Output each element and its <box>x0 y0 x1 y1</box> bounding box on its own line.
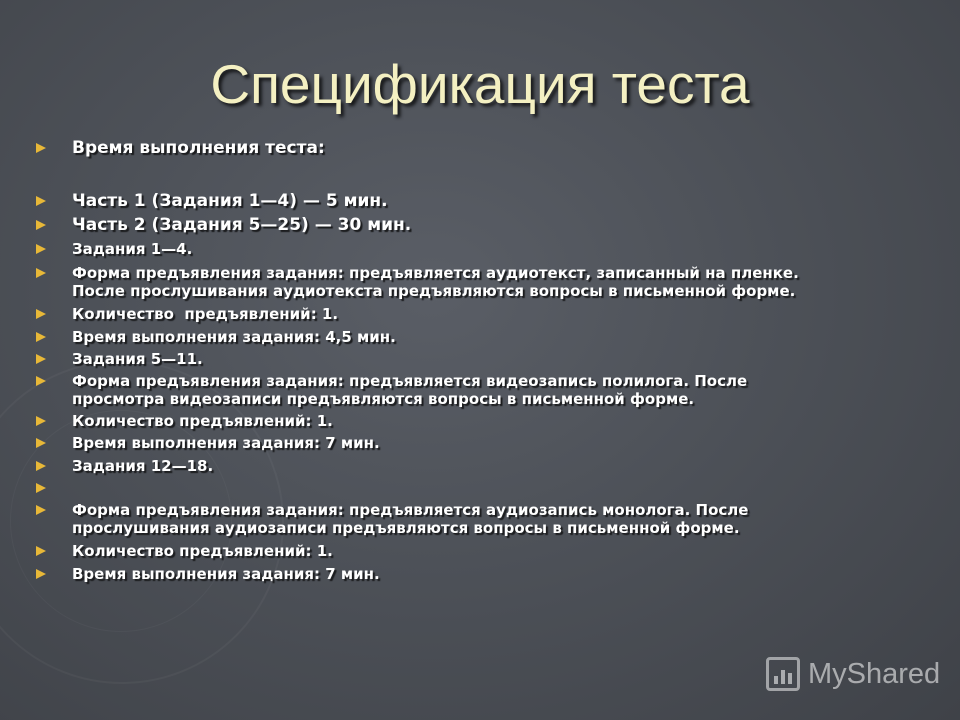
arrow-bullet-icon <box>36 505 46 515</box>
list-item-text: Форма предъявления задания: предъявляется аудиотекст, записанный на пленке. <box>72 264 799 282</box>
arrow-bullet-icon <box>36 354 46 364</box>
slide-title: Спецификация теста <box>210 53 750 115</box>
list-item-text-line2: просмотра видеозаписи предъявляются вопросы в письменной форме. <box>72 390 695 408</box>
arrow-bullet-icon <box>36 244 46 254</box>
list-item-text: Задания 5—11. <box>72 350 203 368</box>
arrow-bullet-icon <box>36 546 46 556</box>
list-item-text: Время выполнения задания: 4,5 мин. <box>72 328 396 346</box>
arrow-bullet-icon <box>36 569 46 579</box>
chart-logo-icon <box>766 657 800 691</box>
arrow-bullet-icon <box>36 196 46 206</box>
list-item-text: Время выполнения задания: 7 мин. <box>72 434 380 452</box>
arrow-bullet-icon <box>36 220 46 230</box>
list-item-text: Количество предъявлений: 1. <box>72 412 333 430</box>
arrow-bullet-icon <box>36 483 46 493</box>
arrow-bullet-icon <box>36 309 46 319</box>
watermark-text: MyShared <box>808 657 941 690</box>
arrow-bullet-icon <box>36 416 46 426</box>
arrow-bullet-icon <box>36 461 46 471</box>
list-item-text: Задания 1—4. <box>72 240 193 258</box>
arrow-bullet-icon <box>36 143 46 153</box>
arrow-bullet-icon <box>36 268 46 278</box>
list-item-text: Время выполнения теста: <box>72 138 325 158</box>
list-item-text: Форма предъявления задания: предъявляется видеозапись полилога. После <box>72 372 748 390</box>
arrow-bullet-icon <box>36 438 46 448</box>
list-item-text: Количество предъявлений: 1. <box>72 305 339 323</box>
list-item-text: Время выполнения задания: 7 мин. <box>72 565 380 583</box>
list-item-text-line2: После прослушивания аудиотекста предъявляются вопросы в письменной форме. <box>72 282 796 300</box>
arrow-bullet-icon <box>36 376 46 386</box>
list-item-text: Форма предъявления задания: предъявляется аудиозапись монолога. После <box>72 501 749 519</box>
list-item-text: Часть 2 (Задания 5—25) — 30 мин. <box>72 215 412 235</box>
list-item-text-line2: прослушивания аудиозаписи предъявляются вопросы в письменной форме. <box>72 519 740 537</box>
list-item-text: Задания 12—18. <box>72 457 214 475</box>
arrow-bullet-icon <box>36 332 46 342</box>
list-item-text: Количество предъявлений: 1. <box>72 542 333 560</box>
list-item-text: Часть 1 (Задания 1—4) — 5 мин. <box>72 191 388 211</box>
myshared-watermark <box>766 652 940 696</box>
